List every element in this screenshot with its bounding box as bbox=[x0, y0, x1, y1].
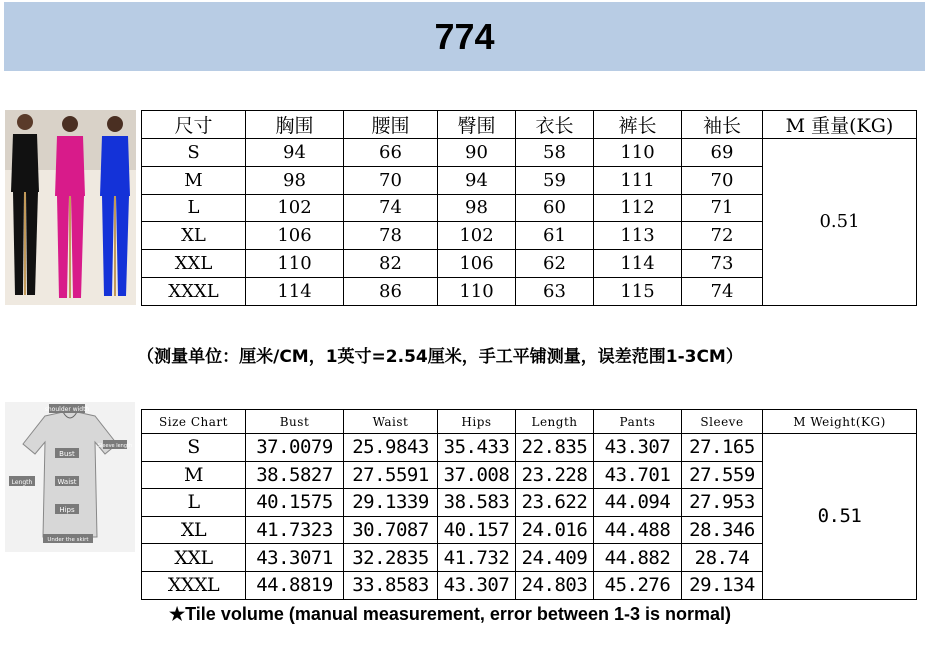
value-cell: 74 bbox=[344, 194, 438, 222]
header-cell: Pants bbox=[594, 410, 682, 434]
header-cell: 袖长 bbox=[682, 111, 763, 139]
value-cell: 43.3071 bbox=[246, 544, 344, 572]
header-cell: 臀围 bbox=[438, 111, 516, 139]
header-cell: 腰围 bbox=[344, 111, 438, 139]
size-cell: M bbox=[142, 166, 246, 194]
value-cell: 43.701 bbox=[594, 461, 682, 489]
value-cell: 106 bbox=[438, 250, 516, 278]
header-cell: 尺寸 bbox=[142, 111, 246, 139]
size-cell: S bbox=[142, 139, 246, 167]
diagram-label-bust: Bust bbox=[59, 450, 75, 458]
value-cell: 45.276 bbox=[594, 571, 682, 599]
value-cell: 114 bbox=[246, 277, 344, 305]
value-cell: 106 bbox=[246, 222, 344, 250]
value-cell: 44.094 bbox=[594, 489, 682, 517]
value-cell: 38.5827 bbox=[246, 461, 344, 489]
weight-cell: 0.51 bbox=[763, 434, 917, 600]
value-cell: 28.74 bbox=[682, 544, 763, 572]
title-banner bbox=[4, 2, 925, 71]
size-table-inch bbox=[141, 409, 917, 600]
value-cell: 90 bbox=[438, 139, 516, 167]
value-cell: 98 bbox=[438, 194, 516, 222]
value-cell: 29.1339 bbox=[344, 489, 438, 517]
measurement-note-en: ★Tile volume (manual measurement, error between 1-3 is normal) bbox=[169, 604, 731, 624]
header-cell: 胸围 bbox=[246, 111, 344, 139]
value-cell: 30.7087 bbox=[344, 516, 438, 544]
value-cell: 110 bbox=[246, 250, 344, 278]
value-cell: 41.732 bbox=[438, 544, 516, 572]
value-cell: 112 bbox=[594, 194, 682, 222]
size-cell: XXXL bbox=[142, 277, 246, 305]
value-cell: 43.307 bbox=[438, 571, 516, 599]
value-cell: 70 bbox=[344, 166, 438, 194]
table-row bbox=[142, 434, 917, 462]
size-cell: XL bbox=[142, 222, 246, 250]
measurement-diagram bbox=[5, 402, 135, 552]
value-cell: 40.1575 bbox=[246, 489, 344, 517]
header-cell: Length bbox=[516, 410, 594, 434]
value-cell: 102 bbox=[438, 222, 516, 250]
table-row bbox=[142, 139, 917, 167]
value-cell: 43.307 bbox=[594, 434, 682, 462]
value-cell: 60 bbox=[516, 194, 594, 222]
value-cell: 98 bbox=[246, 166, 344, 194]
weight-cell: 0.51 bbox=[763, 139, 917, 306]
value-cell: 61 bbox=[516, 222, 594, 250]
product-number: 774 bbox=[434, 15, 495, 57]
value-cell: 27.165 bbox=[682, 434, 763, 462]
value-cell: 114 bbox=[594, 250, 682, 278]
value-cell: 102 bbox=[246, 194, 344, 222]
size-cell: M bbox=[142, 461, 246, 489]
value-cell: 72 bbox=[682, 222, 763, 250]
header-cell: M Weight(KG) bbox=[763, 410, 917, 434]
value-cell: 62 bbox=[516, 250, 594, 278]
value-cell: 32.2835 bbox=[344, 544, 438, 572]
value-cell: 63 bbox=[516, 277, 594, 305]
value-cell: 86 bbox=[344, 277, 438, 305]
diagram-label-under: Under the skirt bbox=[47, 537, 89, 543]
value-cell: 82 bbox=[344, 250, 438, 278]
diagram-label-waist: Waist bbox=[57, 478, 77, 486]
value-cell: 115 bbox=[594, 277, 682, 305]
value-cell: 94 bbox=[246, 139, 344, 167]
value-cell: 35.433 bbox=[438, 434, 516, 462]
header-cell: M 重量(KG) bbox=[763, 111, 917, 139]
value-cell: 59 bbox=[516, 166, 594, 194]
measurement-note-cn: （测量单位：厘米/CM，1英寸=2.54厘米，手工平铺测量，误差范围1-3CM） bbox=[137, 347, 743, 367]
size-cell: XXL bbox=[142, 544, 246, 572]
value-cell: 23.228 bbox=[516, 461, 594, 489]
table-header-row bbox=[142, 410, 917, 434]
table-header-row bbox=[142, 111, 917, 139]
value-cell: 22.835 bbox=[516, 434, 594, 462]
value-cell: 38.583 bbox=[438, 489, 516, 517]
value-cell: 37.008 bbox=[438, 461, 516, 489]
header-cell: Waist bbox=[344, 410, 438, 434]
value-cell: 40.157 bbox=[438, 516, 516, 544]
value-cell: 110 bbox=[594, 139, 682, 167]
value-cell: 24.016 bbox=[516, 516, 594, 544]
value-cell: 24.803 bbox=[516, 571, 594, 599]
size-cell: XXL bbox=[142, 250, 246, 278]
header-cell: Hips bbox=[438, 410, 516, 434]
diagram-label-length: Length bbox=[11, 479, 33, 486]
value-cell: 66 bbox=[344, 139, 438, 167]
diagram-label-shoulder: shoulder width bbox=[44, 406, 90, 413]
value-cell: 113 bbox=[594, 222, 682, 250]
size-cell: XL bbox=[142, 516, 246, 544]
value-cell: 33.8583 bbox=[344, 571, 438, 599]
value-cell: 110 bbox=[438, 277, 516, 305]
value-cell: 70 bbox=[682, 166, 763, 194]
value-cell: 78 bbox=[344, 222, 438, 250]
value-cell: 74 bbox=[682, 277, 763, 305]
value-cell: 58 bbox=[516, 139, 594, 167]
header-cell: Sleeve bbox=[682, 410, 763, 434]
size-cell: XXXL bbox=[142, 571, 246, 599]
product-photo bbox=[5, 110, 136, 305]
value-cell: 23.622 bbox=[516, 489, 594, 517]
header-cell: 裤长 bbox=[594, 111, 682, 139]
diagram-label-sleeve: Sleeve length bbox=[97, 443, 133, 449]
header-cell: Size Chart bbox=[142, 410, 246, 434]
value-cell: 44.8819 bbox=[246, 571, 344, 599]
value-cell: 28.346 bbox=[682, 516, 763, 544]
value-cell: 25.9843 bbox=[344, 434, 438, 462]
value-cell: 71 bbox=[682, 194, 763, 222]
value-cell: 41.7323 bbox=[246, 516, 344, 544]
value-cell: 29.134 bbox=[682, 571, 763, 599]
value-cell: 27.953 bbox=[682, 489, 763, 517]
value-cell: 44.488 bbox=[594, 516, 682, 544]
value-cell: 27.5591 bbox=[344, 461, 438, 489]
value-cell: 44.882 bbox=[594, 544, 682, 572]
value-cell: 37.0079 bbox=[246, 434, 344, 462]
header-cell: 衣长 bbox=[516, 111, 594, 139]
diagram-label-hips: Hips bbox=[59, 506, 75, 514]
size-table-cm bbox=[141, 110, 917, 306]
size-cell: L bbox=[142, 489, 246, 517]
value-cell: 73 bbox=[682, 250, 763, 278]
value-cell: 69 bbox=[682, 139, 763, 167]
value-cell: 24.409 bbox=[516, 544, 594, 572]
size-cell: S bbox=[142, 434, 246, 462]
size-cell: L bbox=[142, 194, 246, 222]
header-cell: Bust bbox=[246, 410, 344, 434]
value-cell: 94 bbox=[438, 166, 516, 194]
value-cell: 27.559 bbox=[682, 461, 763, 489]
value-cell: 111 bbox=[594, 166, 682, 194]
